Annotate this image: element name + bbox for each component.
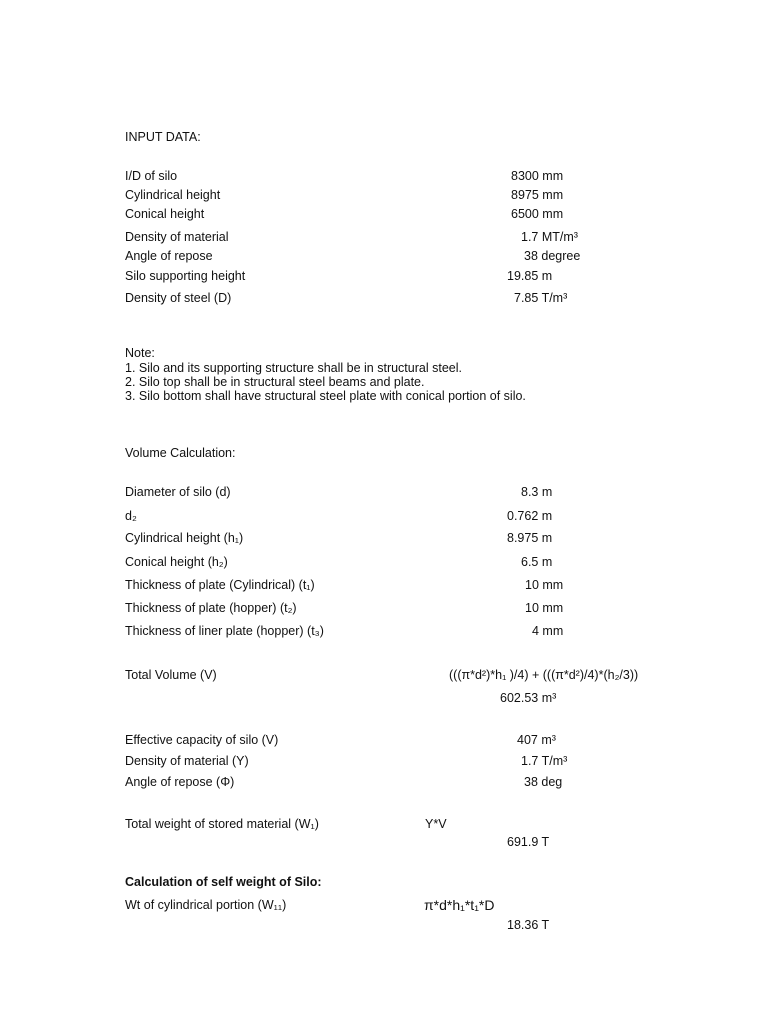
self-weight-value: 18.36 T — [507, 918, 550, 932]
volume-heading: Volume Calculation: — [125, 446, 236, 460]
input-value-id: 8300 mm — [511, 169, 564, 183]
volume-label-h1: Cylindrical height (h₁) — [125, 531, 244, 545]
input-label-density-steel: Density of steel (D) — [125, 291, 232, 305]
note-line-3: 3. Silo bottom shall have structural steel plate with conical portion of silo. — [125, 389, 526, 403]
note-line-1: 1. Silo and its supporting structure shall be in structural steel. — [125, 361, 462, 375]
self-weight-heading: Calculation of self weight of Silo: — [125, 875, 322, 889]
capacity-label-effective: Effective capacity of silo (V) — [125, 733, 279, 747]
input-label-angle: Angle of repose — [125, 249, 213, 263]
weight-label: Total weight of stored material (W₁) — [125, 817, 319, 831]
volume-label-h2: Conical height (h₂) — [125, 555, 228, 569]
volume-value-d2: 0.762 m — [507, 509, 553, 523]
volume-label-diameter: Diameter of silo (d) — [125, 485, 231, 499]
note-heading: Note: — [125, 346, 155, 360]
volume-value-t3: 4 mm — [532, 624, 564, 638]
input-value-density-steel: 7.85 T/m³ — [514, 291, 568, 305]
total-volume-value: 602.53 m³ — [500, 691, 557, 705]
volume-value-h2: 6.5 m — [521, 555, 553, 569]
input-value-support-height: 19.85 m — [507, 269, 553, 283]
volume-value-t2: 10 mm — [525, 601, 564, 615]
input-value-cyl-height: 8975 mm — [511, 188, 564, 202]
input-label-con-height: Conical height — [125, 207, 205, 221]
capacity-value-effective: 407 m³ — [517, 733, 556, 747]
weight-value: 691.9 T — [507, 835, 550, 849]
total-volume-formula: (((π*d²)*h₁ )/4) + (((π*d²)/4)*(h₂/3)) — [449, 668, 639, 682]
input-label-density-material: Density of material — [125, 230, 229, 244]
capacity-label-density: Density of material (Υ) — [125, 754, 249, 768]
capacity-value-angle: 38 deg — [524, 775, 563, 789]
input-value-density-material: 1.7 MT/m³ — [521, 230, 578, 244]
volume-value-diameter: 8.3 m — [521, 485, 553, 499]
volume-value-h1: 8.975 m — [507, 531, 553, 545]
note-line-2: 2. Silo top shall be in structural steel beams and plate. — [125, 375, 425, 389]
input-value-con-height: 6500 mm — [511, 207, 564, 221]
input-label-id: I/D of silo — [125, 169, 178, 183]
capacity-label-angle: Angle of repose (Φ) — [125, 775, 235, 789]
volume-value-t1: 10 mm — [525, 578, 564, 592]
input-label-cyl-height: Cylindrical height — [125, 188, 221, 202]
input-value-angle: 38 degree — [524, 249, 581, 263]
weight-formula: Υ*V — [425, 817, 447, 831]
capacity-value-density: 1.7 T/m³ — [521, 754, 568, 768]
input-data-heading: INPUT DATA: — [125, 130, 201, 144]
volume-label-d2: d₂ — [125, 509, 137, 523]
volume-label-t1: Thickness of plate (Cylindrical) (t₁) — [125, 578, 315, 592]
volume-label-t2: Thickness of plate (hopper) (t₂) — [125, 601, 297, 615]
input-label-support-height: Silo supporting height — [125, 269, 246, 283]
self-weight-formula: π*d*h₁*t₁*D — [424, 897, 495, 913]
self-weight-label: Wt of cylindrical portion (W₁₁) — [125, 898, 287, 912]
volume-label-t3: Thickness of liner plate (hopper) (t₃) — [125, 624, 324, 638]
total-volume-label: Total Volume (V) — [125, 668, 217, 682]
